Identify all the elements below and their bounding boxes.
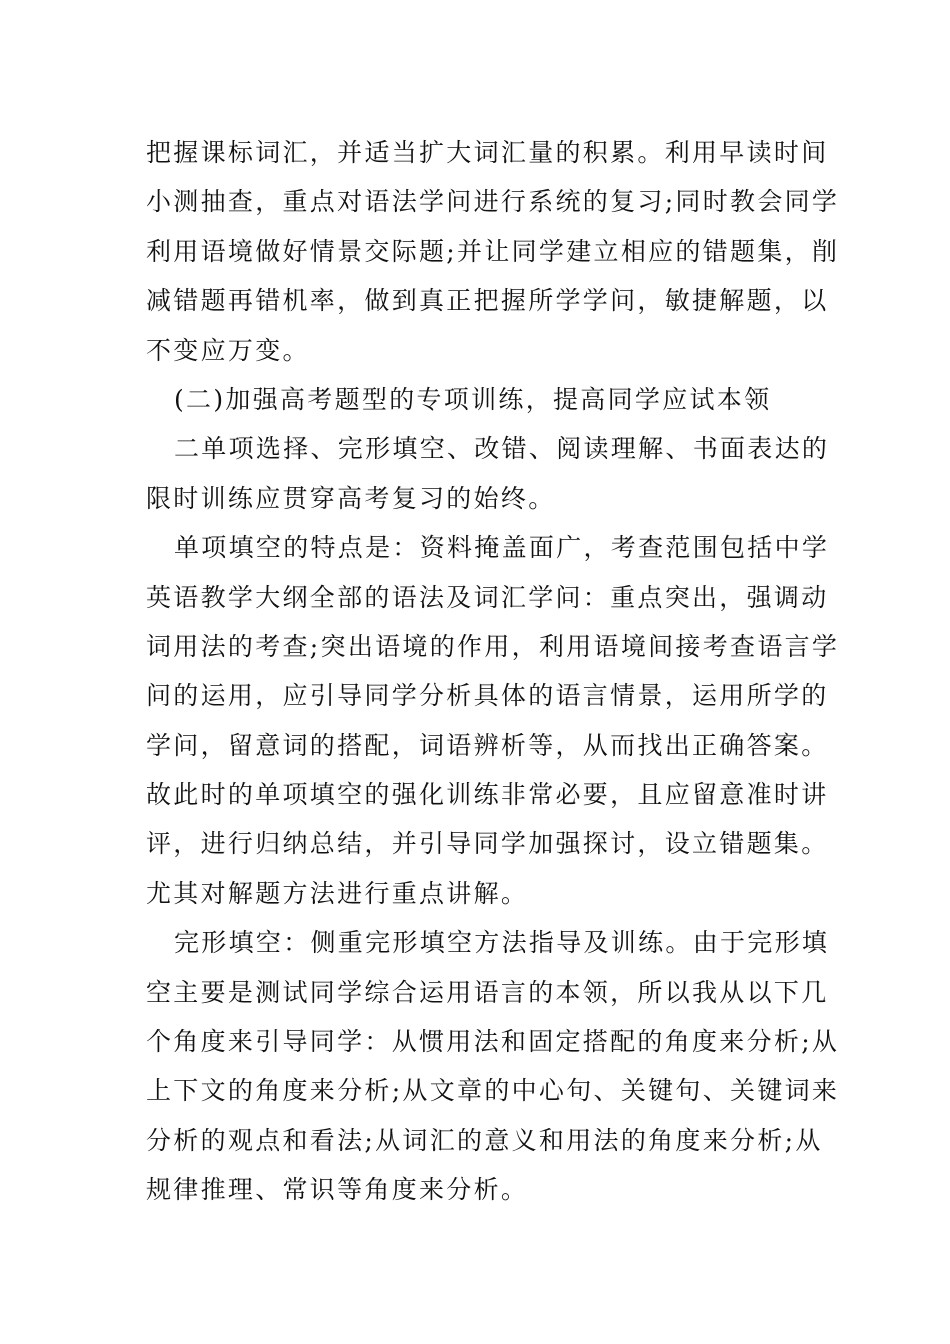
text-line: 个角度来引导同学：从惯用法和固定搭配的角度来分析;从 [146, 1027, 840, 1057]
text-line: 词用法的考查;突出语境的作用，利用语境间接考查语言学 [146, 631, 840, 661]
document-page [146, 128, 840, 1215]
text-line: 利用语境做好情景交际题;并让同学建立相应的错题集，削 [146, 236, 840, 266]
paragraph-timed-training [146, 424, 830, 523]
text-line: 把握课标词汇，并适当扩大词汇量的积累。利用早读时间 [146, 138, 829, 167]
text-line: 单项填空的特点是：资料掩盖面广，考查范围包括中学 [174, 533, 830, 563]
paragraph-cloze [146, 918, 840, 1214]
text-line: 尤其对解题方法进行重点讲解。 [146, 878, 529, 908]
text-line: 不变应万变。 [146, 335, 310, 365]
text-line: 减错题再错机率，做到真正把握所学学问，敏捷解题，以 [146, 286, 829, 316]
text-line: 学问，留意词的搭配，词语辨析等，从而找出正确答案。 [146, 730, 829, 760]
text-line: 评，进行归纳总结，并引导同学加强探讨，设立错题集。 [146, 829, 829, 859]
text-line: 限时训练应贯穿高考复习的始终。 [146, 483, 556, 513]
paragraph-vocabulary-review [146, 128, 840, 375]
text-line: 小测抽查，重点对语法学问进行系统的复习;同时教会同学 [146, 187, 840, 217]
text-line: 英语教学大纲全部的语法及词汇学问：重点突出，强调动 [146, 582, 829, 612]
heading-line: (二)加强高考题型的专项训练，提高同学应试本领 [174, 384, 772, 414]
text-line: 分析的观点和看法;从词汇的意义和用法的角度来分析;从 [146, 1125, 823, 1155]
text-line: 完形填空：侧重完形填空方法指导及训练。由于完形填 [174, 928, 830, 958]
section-heading [146, 375, 806, 424]
text-line: 问的运用，应引导同学分析具体的语言情景，运用所学的 [146, 681, 829, 711]
text-line: 空主要是测试同学综合运用语言的本领，所以我从以下几 [146, 977, 829, 1007]
paragraph-single-choice [146, 523, 840, 918]
text-line: 上下文的角度来分析;从文章的中心句、关键句、关键词来 [146, 1076, 840, 1106]
text-line: 二单项选择、完形填空、改错、阅读理解、书面表达的 [174, 434, 830, 464]
text-line: 规律推理、常识等角度来分析。 [146, 1175, 529, 1205]
text-line: 故此时的单项填空的强化训练非常必要，且应留意准时讲 [146, 780, 829, 810]
